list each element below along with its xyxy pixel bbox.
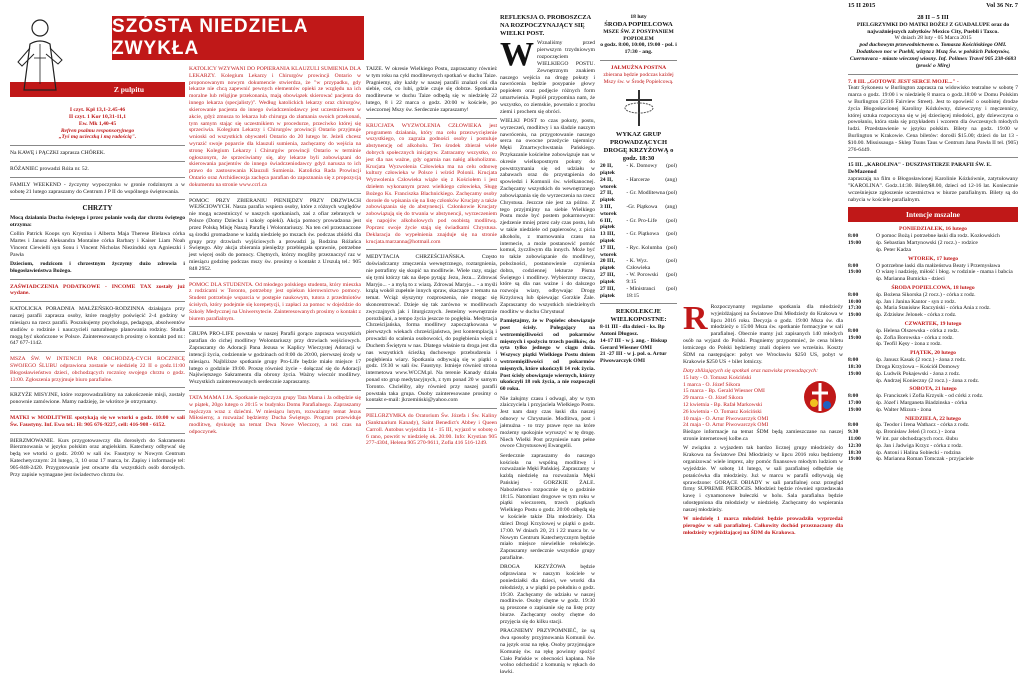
intention-time: 18:30	[848, 449, 862, 456]
baptism-title: CHRZTY	[82, 204, 113, 213]
way-cell: (pol)	[666, 163, 677, 170]
wyd-website-note: Bieżące informacje na temat ŚDM będą zamieszczane na naszej stronie internetowej kolbe.ca	[683, 429, 843, 443]
pilgrimage-article: PIELGRZYMKA do Oratorium Św. Józefa i Św. Kaliny (Sanktuarium Kanady), Saint Benedict's Abbey i Queen Carroll. Autobus wyjeżdża 14 - 15 III, wyjazd w sobotę o 6 rano, powrót w niedzielę ok. 20:00. Info: Krystian 905 277-4304, Helena 905 270-9611, Zofia 416 516-1249.	[366, 413, 497, 447]
intention-row	[848, 292, 1018, 299]
wyd-date-5: 12 kwietnia - Bp. Rafał Markowski	[683, 401, 763, 408]
intention-text: śp. Antoni i Halina Sobiecki - rodzina	[876, 449, 961, 456]
way-of-cross-text: DROGA KRZYŻOWA będzie odprawiana w naszym kościele w poniedziałki dla dzieci, we wtorki dla młodzieży, a w piątki po południu o godz. 19:30. Zachęcamy do udziału w naszej modlitwie. Osoby chętne w godz. 19:30 są proszone o zapisanie się na listę przy biurze. Zachęcamy osoby chętne do przyjęcia się do kilku stacji.	[500, 564, 595, 625]
reading-2: II czyt. 1 Kor 10,31-11,1	[68, 113, 127, 120]
intention-table	[848, 393, 1018, 413]
collection-help-article: POMOC PRZY ZBIERANIU PIENIĘDZY PRZY DRZWIACH WEJŚCIOWYCH. Nasza parafia wspiera osoby, które z różnych względów nie mogą uczestniczyć w naszych spotkaniach, zaś z ofiar zebranych w Polsce (Domy Dziecka i szkoły opieki). Akcja pomocy prowadzona jest przez Polską Misję Naszą Parafię i Wolontariuszy. Na ten cel przeznaczone są środki gromadzone w każdą niedzielę po mszach św. podczas zbiórki dla grupy przy drzwiach wyjściowych a prowadzi ją Rodzina Różańca Świętego. Aby akcja zbierania pieniędzy przebiegała sprawnie, potrzebne jest więcej osób do pomocy. Chętnych, którzy mogliby przeznaczyć raz w miesiącu godzinę podczas mszy św. prosimy o kontakt z Urszulą tel.: 905 848 2952.	[189, 197, 361, 272]
intention-table	[848, 233, 1018, 253]
intention-text: śp. Jan i Jadwiga Krzyz - córka z rodz.	[876, 442, 963, 449]
intention-text: śp. Franciszek i Zofia Krzysik - od córki z rodz.	[876, 393, 984, 400]
dad-mom-me-article: TATA MAMA I JA. Spotkanie mężczyzn grupy Tata Mama i Ja odbędzie się w piątek, 20go lutego o 20:15 w budynku Domu Parafialnego. Zapraszamy mężczyzn wraz z dziećmi. W miesiącu lutym, rozważamy temat Jezus Miłosierny, a rozważać będziemy Ducha Świętego. Program przewiduje modlitwę, dyskusję na temat Dwa Nowe Wieczory, a też czas na odpoczynek.	[189, 394, 361, 435]
way-cell: 24 II, wtorek	[600, 176, 617, 190]
intention-row	[848, 312, 1018, 319]
ash-times: o godz. 8:00, 10:00, 19:00 - pol. i 17:30 - ang.	[600, 42, 677, 56]
intention-row	[848, 341, 1018, 348]
communion-text: PRAGNIEMY PRZYPOMNIEĆ, że są dwa sposoby przyjmowania Komunii św. na język oraz na rękę. Osoby przyjmujące Komunię św. na rękę powinny spożyć Ciało Pańskie w obecności kapłana. Nie wolno odchodzić z komunią w rękach do ławki.	[500, 628, 595, 676]
dropcap-r: R	[683, 300, 708, 337]
family-weekend-note: FAMILY WEEKEND - życzymy wypoczynku w gronie rodzinnym a w sobotę 21 lutego zapraszamy do Centrum J P II do wspólnego świętowania.	[10, 181, 185, 195]
way-row	[600, 258, 677, 272]
retreat-1: 8-11 III - dla dzieci - ks. Bp Antoni Długosz.	[600, 324, 665, 338]
way-cell: 20 III, piątek	[600, 258, 615, 272]
issue-date: 15 II 2015	[848, 2, 876, 9]
intention-text: śp. Bożena Sikorska (2 rocz.) - córka z rodz.	[876, 291, 976, 298]
ash-sub: MSZE ŚW. Z POSYPANIEM POPIOŁEM	[603, 28, 674, 42]
meditation-article: MEDYTACJA CHRZEŚCIJAŃSKA. Często doświadczamy zmęczenia wewnętrznego, roztargnienia, nie potrafimy się skupić na modlitwie. Wiele razy, stając się tymi którzy tak na ślepo pytają: Jezu, Jezu... Zdrowaś Maryjo... - a mylą to z wiarą. Zdrowaś Maryjo... - a myśli krążą wokół zupełnie innych spraw, skaczące z tematu na temat. Wciąż słyszymy rozproszenia, nie mogąc się skoncentrować. Dzieje się tak zarówno w modlitwach zwyczajnych jak i liturgicznych. Jesteśmy wewnętrznie porozbijani, a tempo życia jeszcze to pogłębia. Medytacja Chrześcijańska, forma modlitwy zapoczątkowana w pierwszych wiekach chrześcijaństwa, jest kontemplacją i prowadzi do scalenia osobowości, do pogłębienia więzi z Duchem Świętym w nas. Dlatego właśnie ta droga jest dla nas wszystkich ścieżką duchowego przebudzenia i pogłębienia wiary. Spotkania odbywają się w piątki o godz. 19:30 w sali św. Faustyny. Istnieje również strona internetowa www.WCCM.pl. Na terenie Kanady działa ponad sto grup medytacyjnych, z tym ponad 20 w samym Toronto. Chcieliby, aby również przy naszej parafii powstała taka grupa. Osoby zainteresowane prosimy o kontakt e-mail: jkrzemiński@yahoo.com	[366, 254, 497, 404]
trip-alt-dates: W dniach 28 luty - 05 Marca 2015	[894, 35, 972, 42]
way-cell: 13 III, piątek	[600, 231, 615, 245]
intention-text: śp. Zofia Borowska - córka z rodz.	[876, 334, 954, 341]
way-cell: - W. Porowski 9:15	[626, 272, 659, 285]
way-cell: - Gr. Pro-Life	[626, 217, 657, 224]
intention-text: śp. Janusz Kasak (2 rocz.) - żona z rodz.	[876, 357, 967, 364]
way-cell: - Harcerze	[626, 176, 650, 183]
way-cell: (pol)	[666, 217, 677, 224]
intention-text: śp. Bronisław Jeleń (3 rocz.) - żona	[876, 429, 956, 436]
wyd-date-1: 15 luty - O. Tomasz Kościński	[683, 374, 752, 381]
theatre-text: Teatr Sykonesu w Burlington zaprasza na widowisko teatralne w sobotę 7 marca o godz. 19:00 i w niedzielę 8 marca o godz.18:00 w Domu Polskim w Burlington (2316 Fairview Street). Jest to opowieść o osobistej drodze życia Błogosławionej Karoliny Kózkówny, dziewczyny i męczennicy, której sztuka rozpoczyna się w jej dziecięcej młodości, gdy dziewczyna o powołaniu, która stała się przykładem i wzorem dla ówczesnych młodych ludzi. Przedstawienie w języku polskim. Bilety na godz. 19:00 w Burlington w Krakowie. Cena biletów: dorośli $15.00; dzieci do lat 13 - $10.00. Mississauga - Sklep Tsuns Taus w Centrum Jana Pawła II tel. (905) 276-6449.	[848, 85, 1018, 153]
mass-intentions-list	[848, 226, 1018, 463]
way-row	[600, 163, 677, 177]
conscience-clause-article: KATOLICY WZYWANI DO POPIERANIA KLAUZULI SUMIENIA DLA LEKARZY. Kolegium Lekarzy i Chirurgów prowincji Ontario w proponowanym nowym dokumencie stwierdza, że "w przypadku, gdy lekarze nie chcą zapewnić pewnych elementów opieki ze względu na ich moralne lub religijne przekonania, mają obowiązek skierować pacjenta do innego lekarza (specjalisty)". Według katolickich lekarzy oraz chirurgów, skierowanie pacjenta do innego świadczeniodawcy jest uczestnictwem w akcie, gdyż zmusza to lekarza lub chirurga do złamania swoich przekonań, tym samym stając się uczestnikiem w procedurze, przeciwko której się sprzeciwia. Kolegium Lekarzy i Chirurgów prowincji Ontario przyjmuje wnioski od wszystkich obywateli Ontario do 20 lutego br. Jeżeli chcesz wyrazić swoje poparcie dla klauzuli sumienia, zachęcamy do wejścia na stronę Kolegium Lekarzy i Chirurgów prowincji Ontario w terminie ogłoszonym, że sprzeciwiamy się, aby lekarze byli zobowiązani do skierowania pacjentów do innego świadczeniodawcy gdyż narusza to ich prawo do zastosowania Klauzuli Sumienia. Katolicka Rada Prowincji Ontario oraz Archidiecezja zachęca parafian do zapoznania się z propozycją dokumentu na stronie www.ccrl.ca	[189, 66, 361, 188]
intention-time: 8:00	[848, 233, 859, 240]
intention-row	[848, 371, 1018, 378]
intention-text: śp. Walter Mizura - żona	[876, 406, 932, 413]
retreat-title: REKOLEKCJE WIELKOPOSTNE:	[610, 308, 667, 324]
wyd-date-2: 1 marca - O. Józef Sikora	[683, 381, 741, 388]
intention-table	[848, 422, 1018, 463]
way-cell: 27 II, piątek	[600, 190, 615, 204]
way-cell: 20 II, piątek	[600, 163, 615, 176]
intention-text: W int. par obchodzących rocz. ślubu	[876, 436, 958, 443]
intention-time: 11:00	[848, 436, 861, 443]
intention-time: 8:00	[848, 393, 859, 400]
intention-day: WTOREK, 17 lutego	[907, 255, 959, 262]
way-row	[600, 245, 677, 259]
way-of-cross-table	[600, 163, 677, 299]
intention-row	[848, 443, 1018, 450]
fasting-text: Pamiętajmy, że w Popielec obowiązuje post ścisły. Polegający na wstrzemięźliwości od pokarmów mięsnych i spożyciu trzech posiłków, do syta tylko jednego w ciągu dnia. Wszyscy piątki Wielkiego Postu dniem wstrzemięźliwości od pokarmów mięsnych, które ukończyli 14 rok życia. Post ścisły obowiązuje wiernych, którzy ukończyli 18 rok życia, a nie rozpoczęli 60 roku.	[500, 318, 595, 393]
intention-time: 10:00	[848, 298, 862, 305]
column-4	[500, 14, 677, 676]
pulpit-tag: Z pulpitu	[10, 82, 185, 97]
mothers-prayer-note: MATKI w MODLITWIE spotykają się we wtorki o godz. 10:00 w sali Św. Faustyny. Inf. Ewa tel.: H: 905 676-9227, cell: 416-908 - 6152.	[10, 415, 185, 428]
intention-table	[848, 263, 1018, 283]
way-cell: - Gr. Modlitewna	[626, 190, 666, 197]
way-cell: (pol)	[666, 272, 677, 279]
intention-day: NIEDZIELA, 22 lutego	[905, 415, 961, 422]
reflection-text: Wznaliśmy przed pierwszym trzydniowym rozpoczęciem WIELKIEGO POSTU. Zewnętrznym znakiem naszego wejścia na drogę pokuty i nawrócenia będzie posypanie głowy popiołem oraz podjęcie różnych form umartwienia. Popiół przypomina nam, że wszystko, co ziemskie, powstało z prochu ziemi i prochem się obróci.	[500, 40, 595, 115]
baptism-intro: Mocą działania Ducha świętego i przez polanie wodą dar chrztu świętego otrzyma:	[10, 214, 185, 228]
way-cell: 27 III, piątek	[600, 285, 615, 299]
intention-text: śp. Andrzej Konieczny (2 rocz.) - żona z rodz.	[876, 377, 980, 384]
intention-row	[848, 305, 1018, 312]
way-cell: (pol)	[666, 190, 677, 197]
intention-day: SOBOTA, 21 lutego	[909, 386, 957, 393]
retreat-3: 21 -27 III - w j. pol. o. Artur Piwowarczyk OMI	[600, 351, 667, 365]
baptism-wish: Dzieciom, rodzicom i chrzestnym życzymy dużo zdrowia i błogosławieństwa Bożego.	[10, 261, 185, 274]
intention-text: śp. Helena Olszewska - córka z rodz.	[876, 327, 959, 334]
page-title: SZÓSTA NIEDZIELA ZWYKŁA	[112, 16, 308, 59]
intention-row	[848, 400, 1018, 407]
way-row	[600, 218, 677, 232]
intention-time: 9:30	[848, 429, 859, 436]
intention-day: PONIEDZIAŁEK, 16 lutego	[899, 226, 967, 233]
intention-time: 17:30	[848, 305, 862, 312]
intention-time: 19:00	[848, 406, 862, 413]
column-6	[848, 14, 1018, 663]
way-cell: (pol)	[666, 244, 677, 251]
intention-row	[848, 393, 1018, 400]
student-help-article: POMOC DLA STUDENTA. Od młodego polskiego studenta, który mieszka z rodzicami w Toronto, potrzebny jest opiekun kierownictwo pomocy. Student potrzebuje wsparcia w postępie naukowym, tutora z przedmiotów ścisłych, który podejmie się korepetycji, i zapłaci za pomoc w dojeździe do Szkoły Medycznej na Uniwersytecie. Zainteresowanych prosimy o kontakt z biurem parafialnym.	[189, 281, 361, 322]
taize-article: TAIZE. W okresie Wielkiego Postu, zapraszamy również w tym roku na cykl modlitewnych spotkań w duchu Taize. Pragniemy, aby każdy w naszej parafii znalazł coś dla siebie, coś, co lubi, gdzie czuje się dobrze. Spotkania modlitewne w duchu Taize odbędą się w niedzielę 22 lutego, 8 i 22 marca o godz. 20:00 w kościele, po wieczornej Mszy św. Serdecznie zapraszamy!	[366, 66, 497, 113]
wyd-dates-title: Daty zbliżających się spotkań oraz nazwiska prowadzących:	[683, 367, 818, 374]
intention-time: 17:00	[848, 399, 862, 406]
intention-day: PIĄTEK, 20 lutego	[910, 350, 956, 357]
intention-time: 8:00	[848, 262, 859, 269]
way-cell: (ang)	[665, 176, 677, 183]
mission-crosses-note: KRZYŻE MISYJNE, które rozprowadzaliśmy na zakończenie misji, zostały ponownie zamówione. Mamy nadzieję, że wkrótce je otrzymamy.	[10, 392, 185, 406]
intention-time: 8:00	[848, 422, 859, 429]
theatre-heading: 7. 8 III. „GOTOWE JEST SERCE MOJE..." -	[848, 78, 959, 85]
dropcap-w: W	[500, 36, 534, 74]
marriage-counseling-note: KATOLICKA PORADNIA MAŁŻEŃSKO-RODZINNA działająca przy naszej parafii zaprasza osoby, które mogłyby poświęcić 2-4 godziny w miesiącu na rzecz parafii. Poszukujemy psychologa, pedagoga, absolwentów studiów o rodzinie i nauczycieli naturalnego planowania rodziny. Studia mogą być ukończone w Polsce. Zainteresowanych prosimy o kontakt pod nr.: 647 677-1142.	[10, 306, 185, 347]
intention-table	[848, 328, 1018, 348]
intention-row	[848, 378, 1018, 385]
intention-time	[848, 341, 876, 348]
wyd-date-3: 15 marca - Bp. Gerald Wiesner OMI	[683, 388, 765, 395]
rosary-note: RÓŻANIEC prowadzi Róża nr. 52.	[10, 166, 89, 173]
intention-time	[848, 247, 876, 254]
intention-text: śp. Peter Kadza	[876, 246, 911, 253]
trip-title: PIELGRZYMKI DO MATKI BOŻEJ Z GUADALUPE oraz do najważniejszych zabytków Mexico City, Puebli i Taxco.	[856, 21, 1010, 35]
wyd-date-4: 29 marca - O. Józef Sikora	[683, 395, 743, 402]
intention-row	[848, 429, 1018, 436]
way-row	[600, 286, 677, 300]
refrain-text: „Tyś mą ucieczką i mą radością".	[58, 134, 137, 141]
intention-time	[848, 378, 876, 385]
intention-time: 19:00	[848, 312, 862, 319]
intention-row	[848, 407, 1018, 414]
readings	[10, 107, 185, 127]
way-cell: - Ministranci 18:15	[626, 285, 656, 299]
intention-time: 19:00	[848, 334, 862, 341]
intention-time: 19:00	[848, 240, 862, 247]
intention-row	[848, 456, 1018, 463]
wyd-date-7: 10 maja - O. Artur Piwowarczyk OMI	[683, 415, 769, 422]
confirmation-note: BIERZMOWANIE. Kurs przygotowawczy dla dorosłych do Sakramentu Bierzmowania w języku polskim oraz angielskim. Katechezy odbywać się będą we wtorki o godz. 20:00 w sali św. Faustyny w Nowym Centrum Katechetycznym: 24 lutego, 3, 10 oraz 17 marca, br. Zapisy i informacje tel: 905-848-2420. Przygotowanie jest otwarte dla wszystkich osób dorosłych. Przy zapisie wymagane jest świadectwo chrztu św.	[10, 437, 185, 478]
wyd-fundraising: W związku z wyjazdem tak bardzo licznej grupy młodzieży do Krakowa na Światowe Dni Młodzieży w lipcu 2016 roku będziemy organizować wiele imprez, aby pomóc finansowo młodym ludziom w wyjeździe. W sobotę 14 lutego, w sali parafialnej odbędzie się potańcówka dla młodzieży. Już w marcu w parafii odbywają się sprawdzone: GORĄCE OBIADY w sali parafialnej oraz przegląd firmy SUPREME PIEROGIS. Młodzież będzie również sprzedawała kawę i cynamonowe bułeczki w holu. Sala parafialna będzie udostępniona dla młodzieży w niedzielę. Zachęcamy do wspierania naszej młodzieży.	[683, 445, 843, 513]
intention-day: CZWARTEK, 19 lutego	[904, 321, 962, 328]
intention-row	[848, 276, 1018, 283]
intention-time: 12:30	[848, 442, 862, 449]
bitter-lament-text: Serdecznie zapraszamy do naszego kościoła na wspólną modlitwę i rozważanie Męki Pańskiej. Zapraszamy w każdą niedzielę na rozważania Męki Pańskiej - GORZKIE ŻALE. Nabożeństwo rozpocznie się o godzinie 18:15. Natomiast drogowe w tym roku w piątki wieczorem, trzech piątkach Wielkiego Postu o godz. 20:00 odbędą się w kościele także Dla młodzieży. Dla dzieci Drogi Krzyżowej w piątki o godz. 17:00. W dniach 20, 21 i 22 marca br. w Nowym Centrum Katechetycznym będzie miało miejsce niewielkie rekolekcje. Zapraszamy serdecznie wszystkie grupy parafialne.	[500, 452, 595, 561]
column-2	[189, 66, 361, 663]
way-cell: - Ryc. Kolumba	[626, 244, 663, 251]
intention-time: 8:00	[848, 327, 859, 334]
intention-text: O wiarę i nadzieję, miłość i błog. w rodzinie - mama i babcia	[876, 269, 1013, 276]
mass-intentions-tag: Intencje mszalne	[848, 207, 1018, 222]
sdm-logo-icon	[797, 375, 843, 427]
almsgiving-text: zbierana będzie podczas każdej Mszy św. w Środę Popielcową.	[603, 71, 674, 85]
wyd-date-6: 26 kwietnia - O. Tomasz Kościński	[683, 408, 762, 415]
way-cell: 27 III, piątek	[600, 272, 615, 285]
priest-illustration-icon	[10, 14, 70, 92]
retreat-2: 14-17 III - w j. ang. - Biskup Gerard Wiesner OMI	[600, 337, 668, 351]
intention-text: Droga Krzyżowa – Kościół Domowy	[876, 363, 960, 370]
intention-text: śp. Sebastian Martynowski (2 rocz.) - rodzice	[876, 240, 978, 247]
ash-title: ŚRODA POPIELCOWA	[604, 20, 673, 28]
way-row	[600, 190, 677, 204]
intention-text: śp. Marianna Bumicka - dzieci	[876, 276, 945, 283]
way-cell: - Gr. Piątkowa	[626, 231, 659, 238]
way-cell: (pol)	[666, 285, 677, 292]
way-title: WYKAZ GRUP PROWADZĄCYCH DROGĘ KRZYŻOWĄ o godz. 18:30	[603, 131, 674, 163]
cross-crown-icon	[604, 88, 674, 128]
encouragement-text: Nie żałujmy czasu i odwagi, aby w tym zlaiczyciela i przyjaciela Wielkiego Postu. Jest nam dany czas łaski dla naszej odnowy w Chrystusie. Modlitwa, post i jałmużna - to trzy prawe ręce na które możemy spokojnie wyruszyć w tę drogę. Niech Wielki Post przyniesie nam pełne owoce Chrystusowej Ewangelii.	[500, 395, 595, 450]
issue-volume: Vol 36 Nr. 7	[986, 2, 1018, 9]
intention-text: śp. Maria Stanisław Raczyński - córka Ania z rodz.	[876, 305, 991, 312]
way-row	[600, 272, 677, 286]
intention-row	[848, 364, 1018, 371]
issue-header	[848, 2, 1018, 9]
intention-text: śp. Marianna Roman Tomczak - przyjaciele	[876, 456, 974, 463]
coffee-note: Na KAWĘ i PĄCZKI zaprasza CHÓREK.	[10, 150, 106, 157]
way-row	[600, 204, 677, 218]
intention-row	[848, 436, 1018, 443]
reading-1: I czyt. Kpł 13,1-2.45-46	[69, 107, 126, 114]
intention-table	[848, 357, 1018, 384]
almsgiving-title: JAŁMUŻNA POSTNA	[610, 64, 667, 71]
intention-time: 19:00	[848, 456, 862, 463]
way-cell: - K. Wyz. Człowieka	[626, 258, 651, 272]
wyd-intro: Rozpoczynamy regularne spotkania dla młodzieży wyjeżdżającej na Światowe Dni Młodzieży do Krakowa w lipcu 2016 roku. Decyzja o godz. 19:00 Msza św. dla młodzieży o 15:00 Msza św. spotkanie formacyjne w sali parafialnej. Obecnie mamy już zapisanych 140 młodych osób na wyjazd do Polski. Pragniemy przypomnieć, że cena biletu lotniczego do Polski będziemy znali dopiero we wrześniu. Koszty ŚDM na następujące: pobyt we Wrocławiu $250 US, pobyt w Krakowie $250 US + bilet lotniczy.	[683, 304, 843, 365]
way-cell: 17 III, wtorek	[600, 244, 617, 258]
baptism-names: Collin Patrick Koops syn Krystina i Alberta Maja Therese Bielawa córka Martes i Janusz Aleksandra Montaine córka Barbary i Kaiser Liam Noah Vincent Ciewielli syn Sonu i Vincent Nicholas Niezindski syn Agnieszki i Pawła	[10, 231, 185, 258]
intention-text: śp. Ludwik Pokajewski - żona z rodz.	[876, 370, 961, 377]
intention-text: O pomoc Bożą i potrzebne łaski dla rodz. Kozłowskich	[876, 233, 1000, 240]
intention-row	[848, 299, 1018, 306]
intention-row	[848, 247, 1018, 254]
intention-text: śp. Zdzisław Jelonek - córka z rodz.	[876, 312, 957, 319]
film-heading: 15 III. „KAROLINA" - DUSZPASTERZE PARAFII ŚW. E. DeMazenod	[848, 162, 992, 176]
intention-time: 8:00	[848, 291, 859, 298]
reflection-heading: REFLEKSJA O. PROBOSZCZA NA ROZPOCZYNAJĄCY SIĘ WIELKI POST.	[500, 14, 591, 37]
intention-row	[848, 269, 1018, 276]
column-3	[366, 66, 497, 663]
column-1	[10, 14, 185, 663]
trip-body: pod duchowym przewodnictwem o. Tomasza Kościńskiego OMI. Dodatkowo noc w Puebli, wizyta z Mszą Św. w polskich Palotynów, Cuernavaca - miasto wiecznej wiosny. Inf. Polimex Travel 905 238-6683 (prosić o Mirę)	[849, 42, 1017, 69]
intention-time: 19:00	[848, 370, 862, 377]
reading-3: Ew. Mk 1,40-45	[78, 120, 117, 127]
way-cell: - K. Domowy	[626, 163, 658, 170]
way-cell: -Gr. Piątkowa	[626, 203, 658, 210]
crusade-article: KRUCJATA WYZWOLENIA CZŁOWIEKA jest programem działania, który ma celu przezwyciężenie wszystkiego, co zagraża godności osoby i postuluje abstynencję od alkoholu. Ten środek zbierał wiele dobrych społecznych inicjatyw. Zatracamy wszystko, co jest dla nas ważne, gdy ogarnia nas nałóg alkoholizmu. Krucjata Wyzwolenia Człowieka ma na celu odnowę kultury człowieka w Polsce i wśród Polonii. Krucjata Wyzwolenia Człowieka wiąże się z Kościołem i jest dziełem wykonanym przez wielkiego człowieka, Sługę Bożego Ks. Franciszka Blachnickiego. Zachęcamy osoby dorosłe do wpisania się na listę członków Krucjaty a także zobowiązania się do abstynencji. Członkowie Krucjaty zobowiązują się do trwania w abstynencji, wyrzeczeniem się napojów alkoholowych pod osobistą modlitwą. Poprzez swoje życie stają się świadkami Chrystusa. Deklaracja do wypełnienia znajduje się na stronie krucjata.marzanna@hotmail.com	[366, 122, 497, 245]
intention-text: O potrzebne łaski dla małżeństwa Beaty i Przemysława	[876, 262, 1001, 269]
intention-text: śp. Józef i Marganeta Biadzinska - córka	[876, 399, 968, 406]
intention-text: śp. Teofil Kęsy - żona z rodz.	[876, 341, 942, 348]
trip-date: 28 II – 5 III	[917, 14, 949, 21]
ash-date: 18 luty	[630, 14, 647, 20]
way-cell: (ang)	[665, 203, 677, 210]
intention-text: śp. Teodor i Irena Wathacz - córka z rodz.	[876, 422, 970, 429]
intention-time: 19:00	[848, 269, 862, 276]
intention-row	[848, 357, 1018, 364]
intention-time	[848, 276, 876, 283]
way-row	[600, 177, 677, 191]
pro-life-article: GRUPA PRO-LIFE powstała w naszej Parafii gorąco zaprasza wszystkich parafian do cichej modlitwy Wolontariuszy przy drzwiach wejściowych. Zapraszamy do Adoracji Pana Jezusa w Kaplicy Wieczystej Adoracji w intencji życia, codziennie w godzinach od 8:00 do 20:00, pierwszej środy w miesiącu. Najbliższe spotkanie grupy Pro-Life będzie miało miejsce 17 lutego o godzinie 19:00. Proszę również życie - dołączać się do Adoracji Najświętszego Sakramentu dla obrony życia. Ważny wieczór modlitwy. Wszystkich zainteresowanych serdecznie zapraszamy.	[189, 331, 361, 386]
tax-note: ZAŚWIADCZENIA PODATKOWE - INCOME TAX zostały już wydane.	[10, 283, 185, 297]
film-text: zapraszają na film o Błogosławionej Karolinie Kózkównie, zatytułowany "KAROLINA". Godz.14:30. Bilety$8.00, dzieci od 12-16 lat. Koniecznie wcześniejsze zgłoszenie uczestnictwa w biurze parafialnym. Bilety są do nabycia w kościele parafialnym.	[848, 176, 1018, 203]
way-row	[600, 231, 677, 245]
anniversary-mass-note: MSZA ŚW. W INTENCJI PAR OBCHODZĄ-CYCH ROCZNICĘ SWOJEGO ŚLUBU odprawiona zostanie w niedzielę 22 II o godz.11:00 Błogosławieństwo dzieci, obchodzących rocznicę swojego chrztu o godz. 13:00. Zgłoszenia przyjmuje biuro parafialne.	[10, 356, 185, 383]
intention-row	[848, 263, 1018, 270]
intention-row	[848, 328, 1018, 335]
wyd-pierogi-sale: W niedzielę 1 marca młodzież będzie prowadziła wyprzedaż pierogów w sali parafialnej. Całkowity dochód przeznaczony dla młodzieży wyjeżdżającej na ŚDM do Krakowa.	[683, 516, 843, 536]
refrain-label: Refren psalmu responsoryjnego	[60, 127, 135, 134]
intention-table	[848, 292, 1018, 319]
intention-row	[848, 240, 1018, 247]
way-cell: (pol)	[666, 258, 677, 265]
way-cell: 6 III, piątek	[600, 217, 615, 231]
intention-row	[848, 450, 1018, 457]
wyd-date-8: 24 maja - O. Artur Piwowarczyk OMI	[683, 422, 769, 429]
intention-day: ŚRODA POPIELCOWA, 18 lutego	[891, 284, 975, 291]
intention-time: 18:30	[848, 363, 862, 370]
way-cell: 3 III, wtorek	[600, 203, 617, 217]
way-cell: (pol)	[666, 231, 677, 238]
column-5	[683, 14, 843, 663]
lent-text: WIELKI POST to czas pokuty, postu, wyrzeczeń, modlitwy i na śladzie naszym nawróceniu, na przygotowanie naszego serca na owocne przeżycie tajemnicy Męki Zmartwychwstania Pańskiego. Przykazanie kościelne zobowiązuje nas w okresie wielkopostnym pokuty do powstrzymania się od udziału w zabawach oraz do przystąpienia do spowiedzi i Komunii św. wielkanocnej. Zachęcamy wszystkich do wewnętrznego zobowiązania się do wyrzeczenia na rzecz Chrystusa. Jeszcze nie jest za późno. Z tego przyjmijmy na siebie Wielkiego Postu może być postem pokarmowym: zjedzenie mniej przez cały czas postu, lub w takie niedziele od papierosów, z picia alkoholu, z marnowania czasu na internecie, a może postanowić pomóc komuś, życzliwym dla innych. Może być to także zobowiązanie do modlitwy, pobożności, postanowienie czynienia dobra, codziennej lekturze Pisma Świętego i modlitwy. Wybierzmy rzeczy, które są dla nas ważne i do dalszego rozwoju wiary, odbywając Drogę Krzyżową lub śpiewając Gorzkie Żale. Zapraszamy do wszystkich niedzielnych modlitw w duchu Chrystusa!	[500, 117, 595, 315]
intention-text: śp. Jan i Janina Kantor - syn z rodz.	[876, 298, 956, 305]
intention-time: 8:00	[848, 357, 859, 364]
